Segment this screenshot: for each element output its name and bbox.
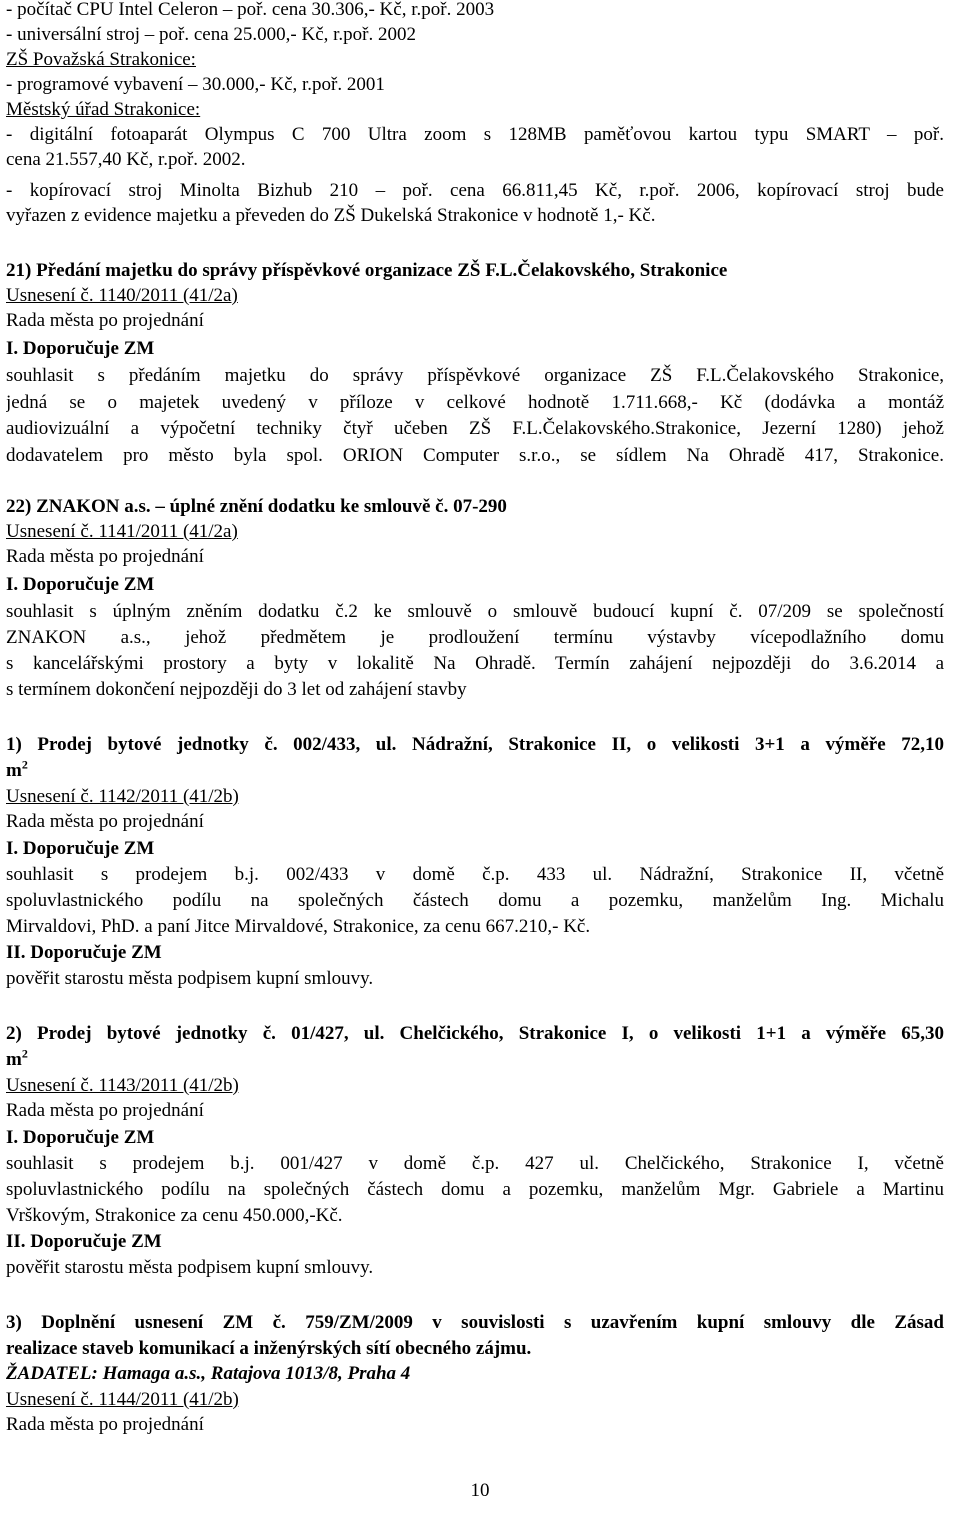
council-intro: Rada města po projednání: [6, 1100, 204, 1121]
recommendation-label: II. Doporučuje ZM: [6, 1231, 162, 1252]
asset-line: - programové vybavení – 30.000,- Kč, r.poř. 2001: [6, 74, 385, 95]
agenda-heading-3-cont: realizace staveb komunikací a inženýrských sítí obecného zájmu.: [6, 1338, 532, 1359]
council-intro: Rada města po projednání: [6, 811, 204, 832]
recommendation-label: I. Doporučuje ZM: [6, 1127, 155, 1148]
recommendation-label: I. Doporučuje ZM: [6, 338, 155, 359]
body-text: souhlasit s prodejem b.j. 001/427 v domě č.p. 427 ul. Chelčického, Strakonice I, včetně: [6, 1153, 944, 1174]
asset-line: - digitální fotoaparát Olympus C 700 Ultra zoom s 128MB paměťovou kartou typu SMART – poř.: [6, 124, 944, 145]
body-text: jedná se o majetek uvedený v příloze v celkové hodnotě 1.711.668,- Kč (dodávka a montáž: [6, 392, 944, 413]
body-text: pověřit starostu města podpisem kupní smlouvy.: [6, 1257, 374, 1278]
recommendation-label: II. Doporučuje ZM: [6, 942, 162, 963]
body-text: souhlasit s úplným zněním dodatku č.2 ke smlouvě o smlouvě budoucí kupní č. 07/209 se společností: [6, 601, 944, 622]
asset-line: vyřazen z evidence majetku a převeden do ZŠ Dukelská Strakonice v hodnotě 1,- Kč.: [6, 205, 656, 226]
body-text: Vrškovým, Strakonice za cenu 450.000,-Kč.: [6, 1205, 343, 1226]
council-intro: Rada města po projednání: [6, 1414, 204, 1435]
area-unit-superscript: 2: [21, 758, 28, 772]
asset-line: - universální stroj – poř. cena 25.000,- Kč, r.poř. 2002: [6, 24, 416, 45]
area-unit: [6, 1047, 944, 1072]
body-text: dodavatelem pro město byla spol. ORION Computer s.r.o., se sídlem Na Ohradě 417, Strakonice.: [6, 445, 944, 466]
council-intro: Rada města po projednání: [6, 310, 204, 331]
area-unit-text: m: [6, 1049, 22, 1070]
page-number: 10: [470, 1480, 490, 1501]
council-intro: Rada města po projednání: [6, 546, 204, 567]
body-text: pověřit starostu města podpisem kupní smlouvy.: [6, 968, 374, 989]
body-text: spoluvlastnického podílu na společných částech domu a pozemku, manželům Mgr. Gabriele a Martinu: [6, 1179, 944, 1200]
body-text: souhlasit s prodejem b.j. 002/433 v domě č.p. 433 ul. Nádražní, Strakonice II, včetně: [6, 864, 944, 885]
resolution-number: Usnesení č. 1144/2011 (41/2b): [6, 1389, 239, 1410]
body-text: ZNAKON a.s., jehož předmětem je prodloužení termínu výstavby vícepodlažního domu: [6, 627, 944, 648]
body-text: audiovizuální a výpočetní techniky čtyř učeben ZŠ F.L.Čelakovského.Strakonice, Jezerní 1280) jehož: [6, 418, 944, 439]
asset-line: - kopírovací stroj Minolta Bizhub 210 – poř. cena 66.811,45 Kč, r.poř. 2006, kopírovací stroj bude: [6, 180, 944, 201]
body-text: spoluvlastnického podílu na společných částech domu a pozemku, manželům Ing. Michalu: [6, 890, 944, 911]
body-text: s termínem dokončení nejpozději do 3 let od zahájení stavby: [6, 679, 467, 700]
section-heading: ZŠ Považská Strakonice:: [6, 49, 196, 70]
resolution-number: Usnesení č. 1142/2011 (41/2b): [6, 786, 239, 807]
agenda-heading-3: 3) Doplnění usnesení ZM č. 759/ZM/2009 v souvislosti s uzavřením kupní smlouvy dle Zásad: [6, 1312, 944, 1333]
section-heading: Městský úřad Strakonice:: [6, 99, 201, 120]
agenda-heading-21: 21) Předání majetku do správy příspěvkové organizace ZŠ F.L.Čelakovského, Strakonice: [6, 260, 728, 281]
agenda-heading-2: 2) Prodej bytové jednotky č. 01/427, ul. Chelčického, Strakonice I, o velikosti 1+1 a výměře 65,30: [6, 1023, 944, 1044]
agenda-heading-22: 22) ZNAKON a.s. – úplné znění dodatku ke smlouvě č. 07-290: [6, 496, 507, 517]
applicant-line: ŽADATEL: Hamaga a.s., Ratajova 1013/8, Praha 4: [6, 1363, 411, 1384]
recommendation-label: I. Doporučuje ZM: [6, 574, 155, 595]
resolution-number: Usnesení č. 1140/2011 (41/2a): [6, 285, 238, 306]
body-text: Mirvaldovi, PhD. a paní Jitce Mirvaldové, Strakonice, za cenu 667.210,- Kč.: [6, 916, 591, 937]
area-unit-text: m: [6, 760, 22, 781]
agenda-heading-1: 1) Prodej bytové jednotky č. 002/433, ul. Nádražní, Strakonice II, o velikosti 3+1 a výměře 72,10: [6, 734, 944, 755]
area-unit-superscript: 2: [21, 1047, 28, 1061]
area-unit: [6, 758, 944, 783]
recommendation-label: I. Doporučuje ZM: [6, 838, 155, 859]
body-text: souhlasit s předáním majetku do správy příspěvkové organizace ZŠ F.L.Čelakovského Strakonice,: [6, 365, 944, 386]
resolution-number: Usnesení č. 1143/2011 (41/2b): [6, 1075, 239, 1096]
resolution-number: Usnesení č. 1141/2011 (41/2a): [6, 521, 238, 542]
body-text: s kancelářskými prostory a byty v lokalitě Na Ohradě. Termín zahájení nejpozději do 3.6.2014 a: [6, 653, 944, 674]
asset-line: - počítač CPU Intel Celeron – poř. cena 30.306,- Kč, r.poř. 2003: [6, 0, 495, 20]
asset-line: cena 21.557,40 Kč, r.poř. 2002.: [6, 149, 246, 170]
